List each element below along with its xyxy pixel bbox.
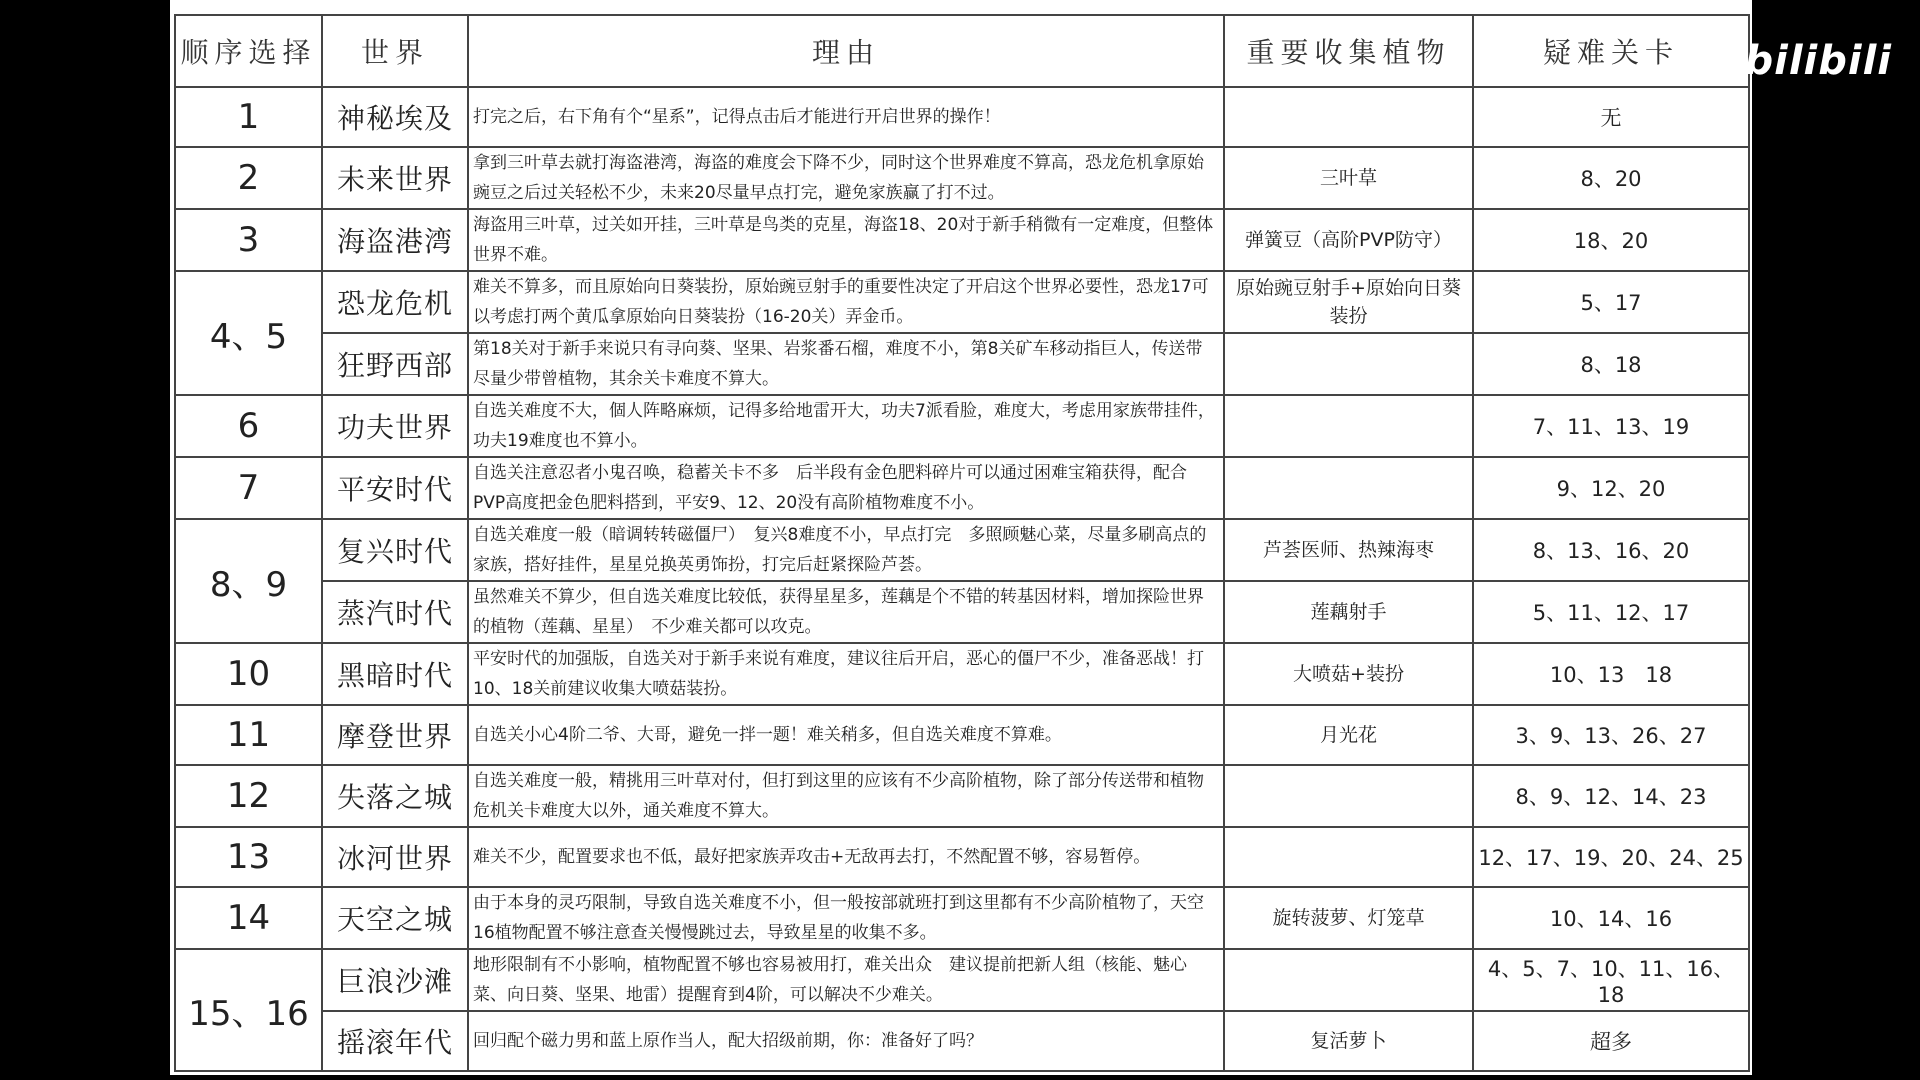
header-hard-levels: 疑难关卡 — [1473, 15, 1749, 87]
world-cell: 冰河世界 — [322, 827, 468, 887]
plants-cell: 大喷菇+装扮 — [1224, 643, 1473, 705]
plants-cell — [1224, 949, 1473, 1011]
plants-cell — [1224, 457, 1473, 519]
reason-cell: 拿到三叶草去就打海盗港湾，海盗的难度会下降不少，同时这个世界难度不算高，恐龙危机拿原始豌豆之后过关轻松不少，未来20尽量早点打完，避免家族赢了打不过。 — [468, 147, 1224, 209]
reason-cell: 难关不算多，而且原始向日葵装扮，原始豌豆射手的重要性决定了开启这个世界必要性，恐龙17可以考虑打两个黄瓜拿原始向日葵装扮（16-20关）弄金币。 — [468, 271, 1224, 333]
plants-cell — [1224, 395, 1473, 457]
table-row — [175, 271, 1749, 333]
order-cell: 3 — [175, 209, 322, 271]
world-cell: 狂野西部 — [322, 333, 468, 395]
hard-levels-cell: 18、20 — [1473, 209, 1749, 271]
reason-cell: 第18关对于新手来说只有寻向葵、坚果、岩浆番石榴，难度不小，第8关矿车移动指巨人，传送带尽量少带曾植物，其余关卡难度不算大。 — [468, 333, 1224, 395]
world-cell: 摇滚年代 — [322, 1011, 468, 1071]
plants-cell: 莲藕射手 — [1224, 581, 1473, 643]
plants-cell — [1224, 87, 1473, 147]
table-row — [175, 1011, 1749, 1071]
table-row — [175, 209, 1749, 271]
table-row — [175, 887, 1749, 949]
world-cell: 功夫世界 — [322, 395, 468, 457]
world-cell: 黑暗时代 — [322, 643, 468, 705]
reason-cell: 难关不少，配置要求也不低，最好把家族弄攻击+无敌再去打，不然配置不够，容易暂停。 — [468, 827, 1224, 887]
table-row — [175, 949, 1749, 1011]
hard-levels-cell: 8、18 — [1473, 333, 1749, 395]
hard-levels-cell: 3、9、13、26、27 — [1473, 705, 1749, 765]
hard-levels-cell: 8、13、16、20 — [1473, 519, 1749, 581]
header-order: 顺序选择 — [175, 15, 322, 87]
world-cell: 摩登世界 — [322, 705, 468, 765]
plants-cell: 芦荟医师、热辣海枣 — [1224, 519, 1473, 581]
plants-cell: 原始豌豆射手+原始向日葵装扮 — [1224, 271, 1473, 333]
plants-cell: 旋转菠萝、灯笼草 — [1224, 887, 1473, 949]
plants-cell: 弹簧豆（高阶PVP防守） — [1224, 209, 1473, 271]
world-cell: 神秘埃及 — [322, 87, 468, 147]
order-cell: 2 — [175, 147, 322, 209]
world-cell: 未来世界 — [322, 147, 468, 209]
order-cell: 8、9 — [175, 519, 322, 643]
plants-cell — [1224, 765, 1473, 827]
reason-cell: 自选关注意忍者小鬼召唤，稳蓄关卡不多 后半段有金色肥料碎片可以通过困难宝箱获得，配合PVP高度把金色肥料搭到，平安9、12、20没有高阶植物难度不小。 — [468, 457, 1224, 519]
world-cell: 蒸汽时代 — [322, 581, 468, 643]
reason-cell: 打完之后，右下角有个“星系”，记得点击后才能进行开启世界的操作！ — [468, 87, 1224, 147]
order-cell: 15、16 — [175, 949, 322, 1071]
world-cell: 海盗港湾 — [322, 209, 468, 271]
hard-levels-cell: 4、5、7、10、11、16、18 — [1473, 949, 1749, 1011]
reason-cell: 回归配个磁力男和蓝上原作当人，配大招级前期，你：准备好了吗？ — [468, 1011, 1224, 1071]
reason-cell: 虽然难关不算少，但自选关难度比较低，获得星星多，莲藕是个不错的转基因材料，增加探险世界的植物（莲藕、星星） 不少难关都可以攻克。 — [468, 581, 1224, 643]
order-cell: 12 — [175, 765, 322, 827]
table-row — [175, 333, 1749, 395]
reason-cell: 自选关难度一般，精挑用三叶草对付，但打到这里的应该有不少高阶植物，除了部分传送带和植物危机关卡难度大以外，通关难度不算大。 — [468, 765, 1224, 827]
reason-cell: 由于本身的灵巧限制，导致自选关难度不小，但一般按部就班打到这里都有不少高阶植物了，天空16植物配置不够注意查关慢慢跳过去，导致星星的收集不多。 — [468, 887, 1224, 949]
order-cell: 11 — [175, 705, 322, 765]
table-row — [175, 705, 1749, 765]
world-cell: 平安时代 — [322, 457, 468, 519]
hard-levels-cell: 8、9、12、14、23 — [1473, 765, 1749, 827]
hard-levels-cell: 8、20 — [1473, 147, 1749, 209]
hard-levels-cell: 5、17 — [1473, 271, 1749, 333]
reason-cell: 平安时代的加强版，自选关对于新手来说有难度，建议往后开启，恶心的僵尸不少，准备恶战！打10、18关前建议收集大喷菇装扮。 — [468, 643, 1224, 705]
world-order-table — [174, 14, 1750, 1072]
hard-levels-cell: 9、12、20 — [1473, 457, 1749, 519]
table-header-row — [175, 15, 1749, 87]
world-cell: 恐龙危机 — [322, 271, 468, 333]
table-row — [175, 643, 1749, 705]
reason-cell: 地形限制有不小影响，植物配置不够也容易被用打，难关出众 建议提前把新人组（核能、魅心菜、向日葵、坚果、地雷）提醒育到4阶，可以解决不少难关。 — [468, 949, 1224, 1011]
order-cell: 13 — [175, 827, 322, 887]
table-row — [175, 827, 1749, 887]
order-cell: 7 — [175, 457, 322, 519]
hard-levels-cell: 5、11、12、17 — [1473, 581, 1749, 643]
world-cell: 复兴时代 — [322, 519, 468, 581]
reason-cell: 自选关难度一般（暗调转转磁僵尸） 复兴8难度不小，早点打完 多照顾魅心菜，尽量多刷高点的家族，搭好挂件，星星兑换英勇饰扮，打完后赶紧探险芦荟。 — [468, 519, 1224, 581]
world-cell: 巨浪沙滩 — [322, 949, 468, 1011]
plants-cell: 三叶草 — [1224, 147, 1473, 209]
order-cell: 4、5 — [175, 271, 322, 395]
table-row — [175, 147, 1749, 209]
order-cell: 10 — [175, 643, 322, 705]
strategy-table-sheet — [170, 0, 1752, 1075]
hard-levels-cell: 7、11、13、19 — [1473, 395, 1749, 457]
table-row — [175, 581, 1749, 643]
reason-cell: 海盗用三叶草，过关如开挂，三叶草是鸟类的克星，海盗18、20对于新手稍微有一定难度，但整体世界不难。 — [468, 209, 1224, 271]
table-row — [175, 457, 1749, 519]
hard-levels-cell: 10、14、16 — [1473, 887, 1749, 949]
bilibili-watermark-logo: bilibili — [1744, 38, 1892, 84]
hard-levels-cell: 无 — [1473, 87, 1749, 147]
reason-cell: 自选关难度不大，個人阵略麻烦，记得多给地雷开大，功夫7派看脸，难度大，考虑用家族带挂件，功夫19难度也不算小。 — [468, 395, 1224, 457]
order-cell: 1 — [175, 87, 322, 147]
header-world: 世界 — [322, 15, 468, 87]
hard-levels-cell: 超多 — [1473, 1011, 1749, 1071]
hard-levels-cell: 12、17、19、20、24、25 — [1473, 827, 1749, 887]
plants-cell: 月光花 — [1224, 705, 1473, 765]
table-row — [175, 519, 1749, 581]
plants-cell — [1224, 333, 1473, 395]
order-cell: 14 — [175, 887, 322, 949]
table-row — [175, 87, 1749, 147]
plants-cell — [1224, 827, 1473, 887]
plants-cell: 复活萝卜 — [1224, 1011, 1473, 1071]
header-reason: 理由 — [468, 15, 1224, 87]
order-cell: 6 — [175, 395, 322, 457]
world-cell: 失落之城 — [322, 765, 468, 827]
world-cell: 天空之城 — [322, 887, 468, 949]
table-row — [175, 395, 1749, 457]
reason-cell: 自选关小心4阶二爷、大哥，避免一拌一题！难关稍多，但自选关难度不算难。 — [468, 705, 1224, 765]
table-body — [175, 87, 1749, 1071]
header-plants: 重要收集植物 — [1224, 15, 1473, 87]
table-row — [175, 765, 1749, 827]
hard-levels-cell: 10、13 18 — [1473, 643, 1749, 705]
